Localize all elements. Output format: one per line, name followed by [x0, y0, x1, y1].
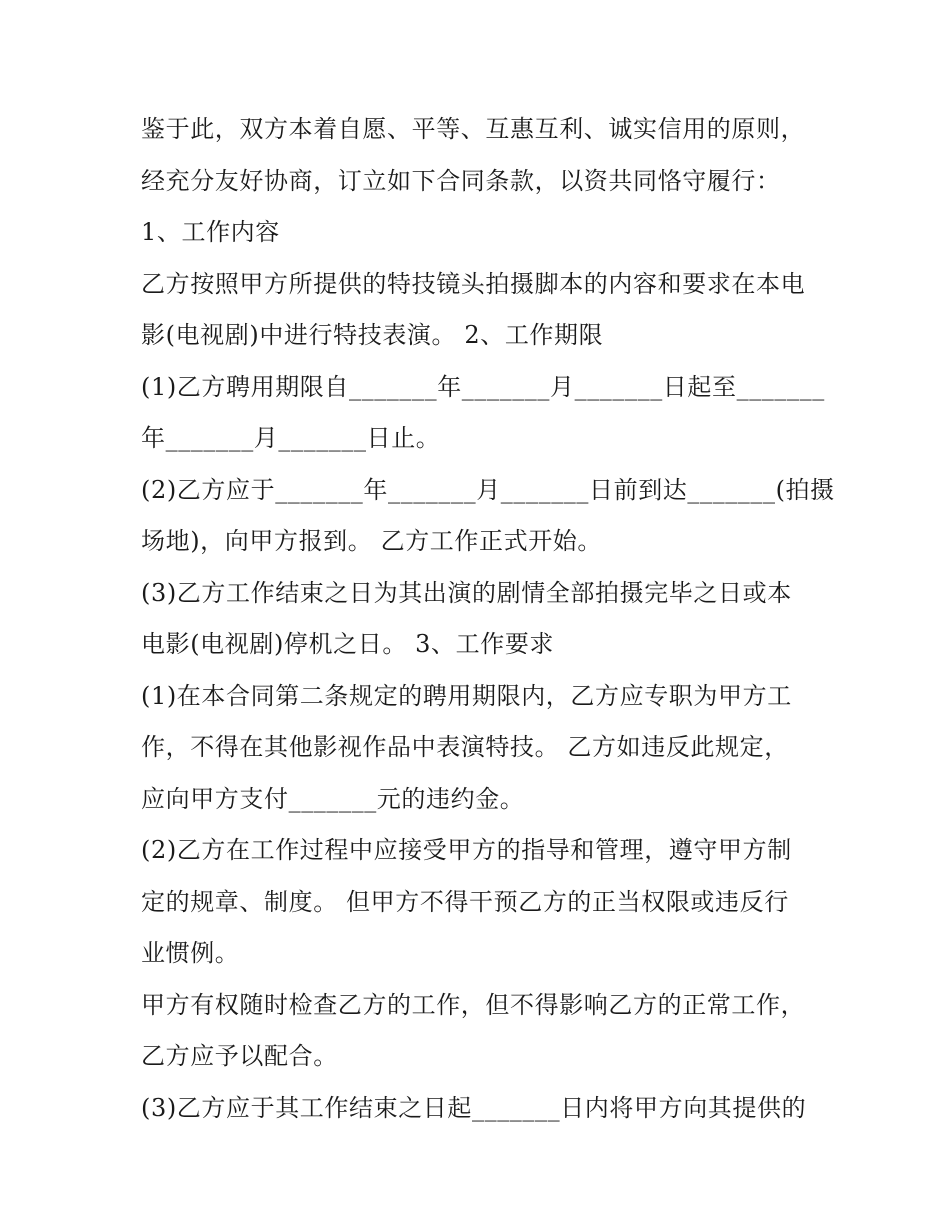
text-line: 影(电视剧)中进行特技表演。 2、工作期限	[141, 321, 604, 349]
text-line: (3)乙方工作结束之日为其出演的剧情全部拍摄完毕之日或本	[141, 578, 792, 607]
text-line: 定的规章、制度。 但甲方不得干预乙方的正当权限或违反行	[141, 887, 789, 916]
text-line: 场地)，向甲方报到。 乙方工作正式开始。	[141, 527, 602, 555]
text-line: 业惯例。	[141, 939, 240, 967]
text-line: (1)在本合同第二条规定的聘用期限内，乙方应专职为甲方工	[141, 681, 792, 710]
text-line: 乙方应予以配合。	[141, 1042, 338, 1070]
text-line: 经充分友好协商，订立如下合同条款，以资共同恪守履行：	[141, 166, 781, 195]
text-line: (1)乙方聘用期限自_______年_______月_______日起至_______	[141, 372, 825, 401]
text-line: (2)乙方应于_______年_______月_______日前到达_______(拍摄	[141, 475, 835, 504]
text-line: 年_______月_______日止。	[141, 424, 441, 452]
text-line: (2)乙方在工作过程中应接受甲方的指导和管理，遵守甲方制	[141, 836, 792, 864]
text-line: 鉴于此，双方本着自愿、平等、互惠互利、诚实信用的原则，	[141, 115, 806, 143]
contract-text-body	[141, 104, 835, 1134]
text-line: 甲方有权随时检查乙方的工作，但不得影响乙方的正常工作，	[141, 990, 806, 1019]
text-line: 作，不得在其他影视作品中表演特技。 乙方如违反此规定，	[141, 733, 789, 761]
section-heading-work-content: 1、工作内容	[141, 218, 280, 246]
text-line: (3)乙方应于其工作结束之日起_______日内将甲方向其提供的	[141, 1093, 807, 1122]
text-line: 应向甲方支付_______元的违约金。	[141, 784, 525, 813]
text-line: 电影(电视剧)停机之日。 3、工作要求	[141, 630, 555, 658]
text-line: 乙方按照甲方所提供的特技镜头拍摄脚本的内容和要求在本电	[141, 269, 806, 298]
